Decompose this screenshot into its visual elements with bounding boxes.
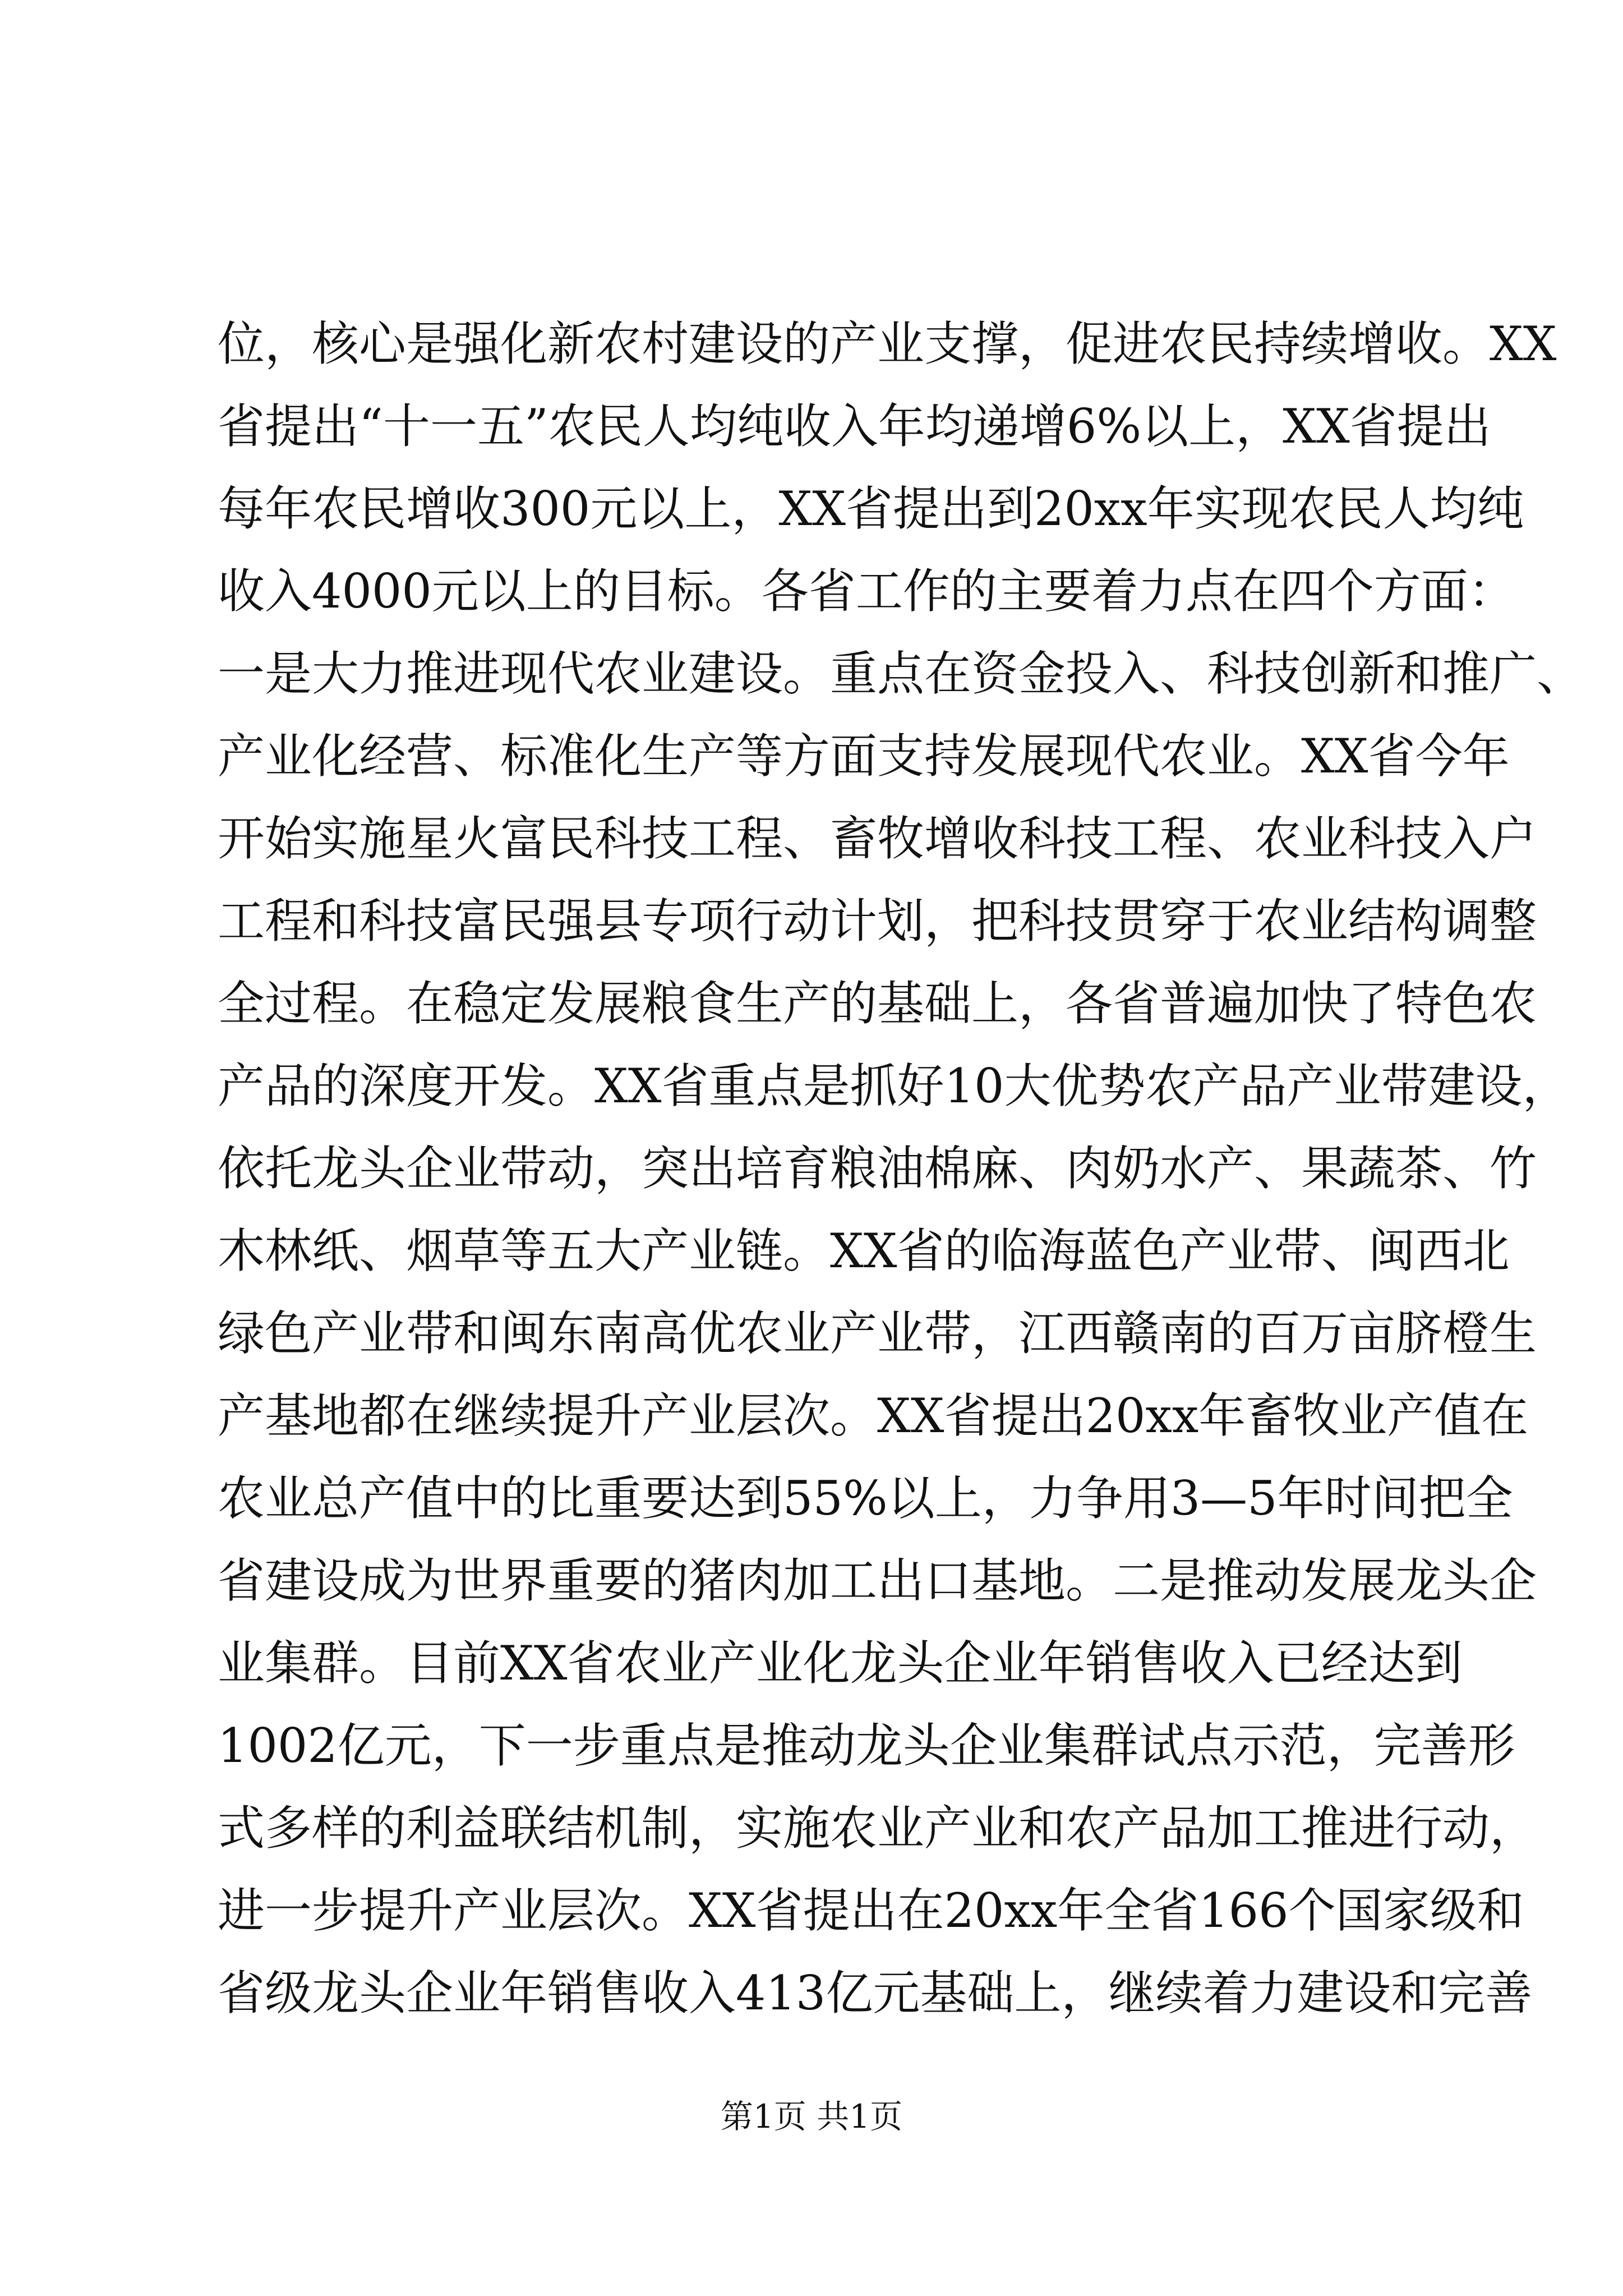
text-line: 进一步提升产业层次。XX省提出在20xx年全省166个国家级和 bbox=[218, 1883, 1524, 1938]
text-line: 绿色产业带和闽东南高优农业产业带，江西赣南的百万亩脐橙生 bbox=[218, 1306, 1537, 1361]
text-line: 产品的深度开发。XX省重点是抓好10大优势农产品产业带建设， bbox=[218, 1059, 1570, 1114]
text-line: 依托龙头企业带动，突出培育粮油棉麻、肉奶水产、果蔬茶、竹 bbox=[218, 1141, 1537, 1196]
body-text bbox=[218, 303, 1584, 2035]
text-line: 产基地都在继续提升产业层次。XX省提出20xx年畜牧业产值在 bbox=[218, 1388, 1529, 1443]
text-line: 开始实施星火富民科技工程、畜牧增收科技工程、农业科技入户 bbox=[218, 811, 1537, 866]
text-line: 每年农民增收300元以上，XX省提出到20xx年实现农民人均纯 bbox=[218, 481, 1524, 536]
text-line: 工程和科技富民强县专项行动计划，把科技贯穿于农业结构调整 bbox=[218, 894, 1537, 949]
text-line: 位，核心是强化新农村建设的产业支撑，促进农民持续增收。XX bbox=[218, 316, 1557, 371]
text-line: 1002亿元，下一步重点是推动龙头企业集群试点示范，完善形 bbox=[218, 1718, 1515, 1773]
text-line: 省提出“十一五”农民人均纯收入年均递增6%以上，XX省提出 bbox=[218, 399, 1491, 454]
text-line: 木林纸、烟草等五大产业链。XX省的临海蓝色产业带、闽西北 bbox=[218, 1223, 1510, 1278]
text-line: 农业总产值中的比重要达到55%以上，力争用3—5年时间把全 bbox=[218, 1471, 1513, 1526]
text-line: 业集群。目前XX省农业产业化龙头企业年销售收入已经达到 bbox=[218, 1636, 1463, 1691]
text-line: 省级龙头企业年销售收入413亿元基础上，继续着力建设和完善 bbox=[218, 1966, 1533, 2021]
text-line: 全过程。在稳定发展粮食生产的基础上，各省普遍加快了特色农 bbox=[218, 976, 1537, 1031]
page-footer: 第1页 共1页 bbox=[720, 2097, 903, 2136]
text-line: 产业化经营、标准化生产等方面支持发展现代农业。XX省今年 bbox=[218, 729, 1510, 784]
text-line: 式多样的利益联结机制，实施农业产业和农产品加工推进行动， bbox=[218, 1801, 1537, 1856]
text-line: 收入4000元以上的目标。各省工作的主要着力点在四个方面： bbox=[218, 564, 1515, 619]
text-line: 一是大力推进现代农业建设。重点在资金投入、科技创新和推广、 bbox=[218, 646, 1584, 701]
text-line: 省建设成为世界重要的猪肉加工出口基地。二是推动发展龙头企 bbox=[218, 1553, 1537, 1608]
